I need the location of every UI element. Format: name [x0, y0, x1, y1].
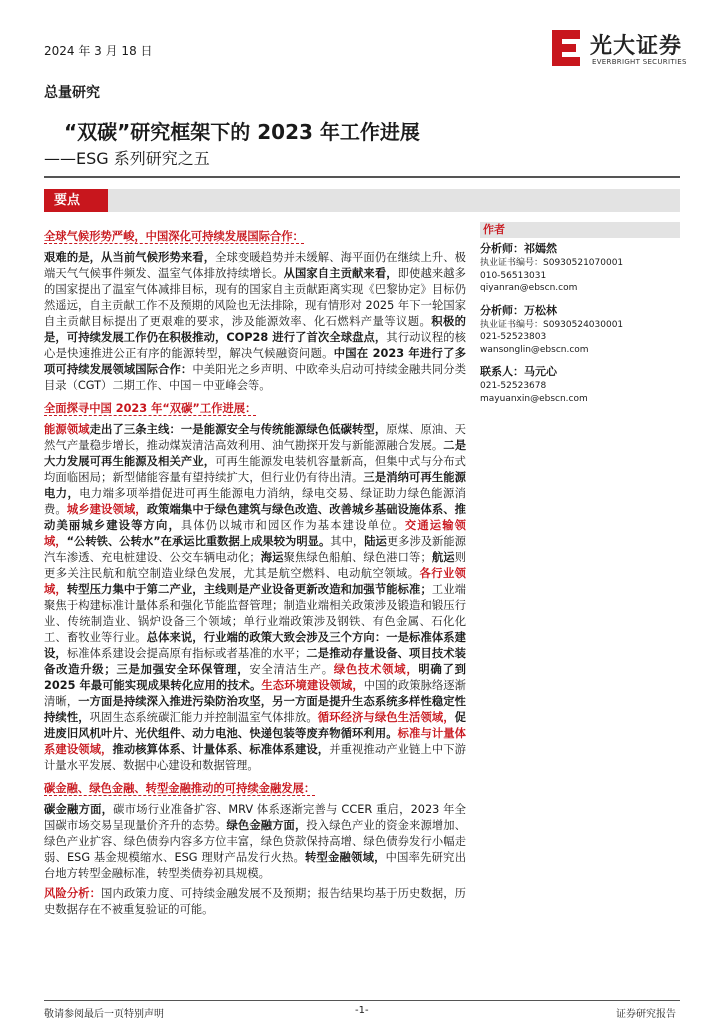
body-text: 更多涉及新能源汽车渗透、充电桩建设、公交车辆电动化；: [44, 535, 466, 564]
body-text: 可再生能源发电装机容量新高，但集中式与分布式均面临困局；新型储能容量有望持续扩大，但行业仍有待出清。: [44, 455, 466, 484]
body-text: 中国的政策脉络逐渐清晰，: [44, 679, 466, 708]
body-text: 即使越来越多的国家提出了温室气体减排目标，现有的国家自主贡献距离实现《巴黎协定》目标仍然遥远，自主贡献工作不及预期的风险也无法排除，现有情形对 2025 年下一轮国家自主贡献目标提出了更艰难的要求，涉及能源效率、化石燃料产量等议题。: [44, 267, 466, 328]
body-text: 其行动议程的核心是快速推进公正有序的能源转型，解决气候融资问题。: [44, 331, 466, 360]
header-divider: [44, 176, 680, 178]
key-points-bar: [44, 189, 680, 212]
contact-phone: 021-52523678: [480, 381, 547, 391]
report-category: 总量研究: [44, 85, 100, 101]
bold-text: 中国在 2023 年进行了多项可持续发展领域国际合作：: [44, 347, 466, 376]
highlight-text: 绿色技术领域，: [333, 663, 419, 676]
body-text: 其中，: [330, 535, 365, 548]
contact-name: 联系人：马元心: [480, 365, 557, 378]
body-text: 国内政策力度、可持续金融发展不及预期；报告结果均基于历史数据，历史数据存在不被重复验证的可能。: [44, 887, 466, 916]
body-text: 巩固生态系统碳汇能力并控制温室气体排放。: [89, 711, 318, 724]
everbright-logo-icon: [548, 26, 588, 70]
author-heading: 作者: [480, 222, 680, 238]
section-heading-text: 全球气候形势严峻，中国深化可持续发展国际合作：: [44, 230, 304, 243]
bold-text: 走出了三条主线：一是能源安全与传统能源绿色低碳转型，: [89, 423, 387, 436]
body-text: 标准体系建设会提高原有指标或者基准的水平；: [66, 647, 307, 660]
body-paragraph: [44, 802, 466, 882]
body-text: 聚焦绿色船舶、绿色港口等；: [283, 551, 432, 564]
bold-text: 促进废旧风机叶片、光伏组件、动力电池、快递包装等废弃物循环利用。: [44, 711, 466, 740]
bold-text: 政策端集中于绿色建筑与绿色改造、改善城乡基础设施体系、推动美丽城乡建设等方向，: [44, 503, 466, 532]
body-text: 安全清洁生产。: [249, 663, 334, 676]
body-text: 全球变暖趋势并未缓解、海平面仍在继续上升、极端天气气候事件频发、温室气体排放持续增长。: [44, 251, 466, 280]
highlight-text: 城乡建设领域，: [66, 503, 147, 516]
body-paragraph: [44, 422, 466, 774]
section-heading: [44, 394, 466, 422]
analyst-name: 分析师：万松林: [480, 303, 557, 317]
body-text: 电力端多项举措促进可再生能源电力消纳，绿电交易、绿证助力绿色能源消费。: [44, 487, 466, 516]
analyst-cert: 执业证书编号：S0930521070001: [480, 258, 624, 268]
body-paragraph: [44, 250, 466, 394]
section-heading-text: 碳金融、绿色金融、转型金融推动的可持续金融发展：: [44, 782, 316, 795]
company-logo: [548, 26, 718, 74]
bold-text: 积极的是，可持续发展工作仍在积极推动，COP28 进行了首次全球盘点，: [44, 315, 466, 344]
highlight-text: 交通运输领域，: [44, 519, 466, 548]
section-heading: [44, 774, 466, 802]
logo-chinese-text: 光大证券: [590, 34, 683, 59]
body-text: 中国率先研究出台地方转型金融标准，转型类债券初具规模。: [44, 851, 466, 880]
footer-disclaimer: 敬请参阅最后一页特别声明: [44, 1009, 164, 1020]
section-heading-text: 全面探寻中国 2023 年“双碳”工作进展：: [44, 402, 257, 415]
key-points-body: [44, 222, 466, 918]
key-points-label: 要点: [44, 189, 108, 212]
highlight-text: 循环经济与绿色生活领域，: [317, 711, 455, 724]
highlight-text: 生态环境建设领域，: [261, 679, 364, 692]
body-text: 投入绿色产业的资金来源增加、绿色产业扩容、绿色债券内容多方位丰富，绿色贷款保持高增、绿色债券发行小幅走弱、ESG 基金规模缩水、ESG 理财产品发行火热。: [44, 819, 466, 864]
contact-email[interactable]: mayuanxin@ebscn.com: [480, 393, 588, 404]
body-text: 具体仍以城市和园区作为基本建设单位。: [180, 519, 405, 532]
highlight-text: 标准与计量体系建设领域，: [44, 727, 466, 756]
body-text: 并重视推动产业链上中下游计量水平发展、数据中心建设和数据管理。: [44, 743, 466, 772]
bold-text: 从国家自主贡献来看，: [283, 267, 398, 280]
body-text: 则更多关注民航和航空制造业绿色发展，尤其是航空燃料、电动航空领域。: [44, 551, 466, 580]
bold-text: 二是大力发展可再生能源及相关产业，: [44, 439, 466, 468]
bold-text: 碳金融方面，: [44, 803, 114, 816]
bold-text: 航运: [431, 551, 455, 564]
highlight-text: 能源领域: [44, 423, 90, 436]
bold-text: 二是推动存量设备、项目技术装备改造升级；三是加强安全环保管理，: [44, 647, 466, 676]
bold-text: 一方面是持续深入推进污染防治攻坚，另一方面是提升生态系统多样性稳定性持续性，: [44, 695, 466, 724]
bold-text: 三是消纳可再生能源电力，: [44, 471, 466, 500]
highlight-text: 各行业领域，: [44, 567, 466, 596]
report-title: “双碳”研究框架下的 2023 年工作进展: [64, 120, 420, 144]
body-text: 中美阳光之乡声明、中欧牵头启动可持续金融共同分类目录（CGT）二期工作、中国－中亚峰会等。: [44, 363, 466, 392]
bold-text: 海运: [260, 551, 284, 564]
author-sidebar: [480, 222, 680, 405]
bold-text: 绿色金融方面，: [226, 819, 307, 832]
highlight-text: 风险分析：: [44, 887, 102, 900]
bold-text: 艰难的是，从当前气候形势来看，: [44, 251, 216, 264]
bold-text: 明确了到 2025 年最可能实现成果转化应用的技术。: [44, 663, 466, 692]
bold-text: 陆运: [364, 535, 387, 548]
bold-text: 转型金融领域，: [305, 851, 386, 864]
bold-text: 总体来说，行业端的政策大致会涉及三个方向：一是标准体系建设，: [44, 631, 466, 660]
footer-report-type: 证券研究报告: [616, 1009, 676, 1020]
body-text: 工业端聚焦于构建标准计量体系和强化节能监督管理；制造业端相关政策涉及锻造和锻压行业、传统制造业、锅炉设备三个领域；单行业端政策涉及钢铁、有色金属、石化化工、畜牧业等行业。: [44, 583, 466, 644]
bold-text: 转型压力集中于第二产业，主线则是产业设备更新改造和加强节能标准；: [66, 583, 432, 596]
body-paragraph: [44, 886, 466, 918]
analyst-name: 分析师：祁嫣然: [480, 242, 557, 255]
report-subtitle: ——ESG 系列研究之五: [44, 149, 210, 168]
logo-english-text: EVERBRIGHT SECURITIES: [592, 58, 687, 66]
section-heading: [44, 222, 466, 250]
analyst-phone: 010-56513031: [480, 270, 547, 281]
analyst-cert: 执业证书编号：S0930524030001: [480, 319, 624, 330]
analyst-email[interactable]: qiyanran@ebscn.com: [480, 283, 578, 293]
bold-text: “公转铁、公转水”在承运比重数据上成果较为明显。: [66, 535, 331, 548]
page-number: -1-: [355, 1005, 369, 1016]
report-date: 2024 年 3 月 18 日: [44, 44, 153, 58]
analyst-email[interactable]: wansonglin@ebscn.com: [480, 344, 589, 355]
body-text: 碳市场行业准备扩容、MRV 体系逐渐完善与 CCER 重启，2023 年全国碳市场交易呈现量价齐升的态势。: [44, 803, 466, 832]
body-text: 原煤、原油、天然气产量稳步增长，推动煤炭清洁高效利用、油气勘探开发与新能源融合发展。: [44, 423, 466, 452]
analyst-phone: 021-52523803: [480, 332, 547, 342]
bold-text: 推动核算体系、计量体系、标准体系建设，: [112, 743, 330, 756]
footer-divider: [44, 1000, 680, 1001]
